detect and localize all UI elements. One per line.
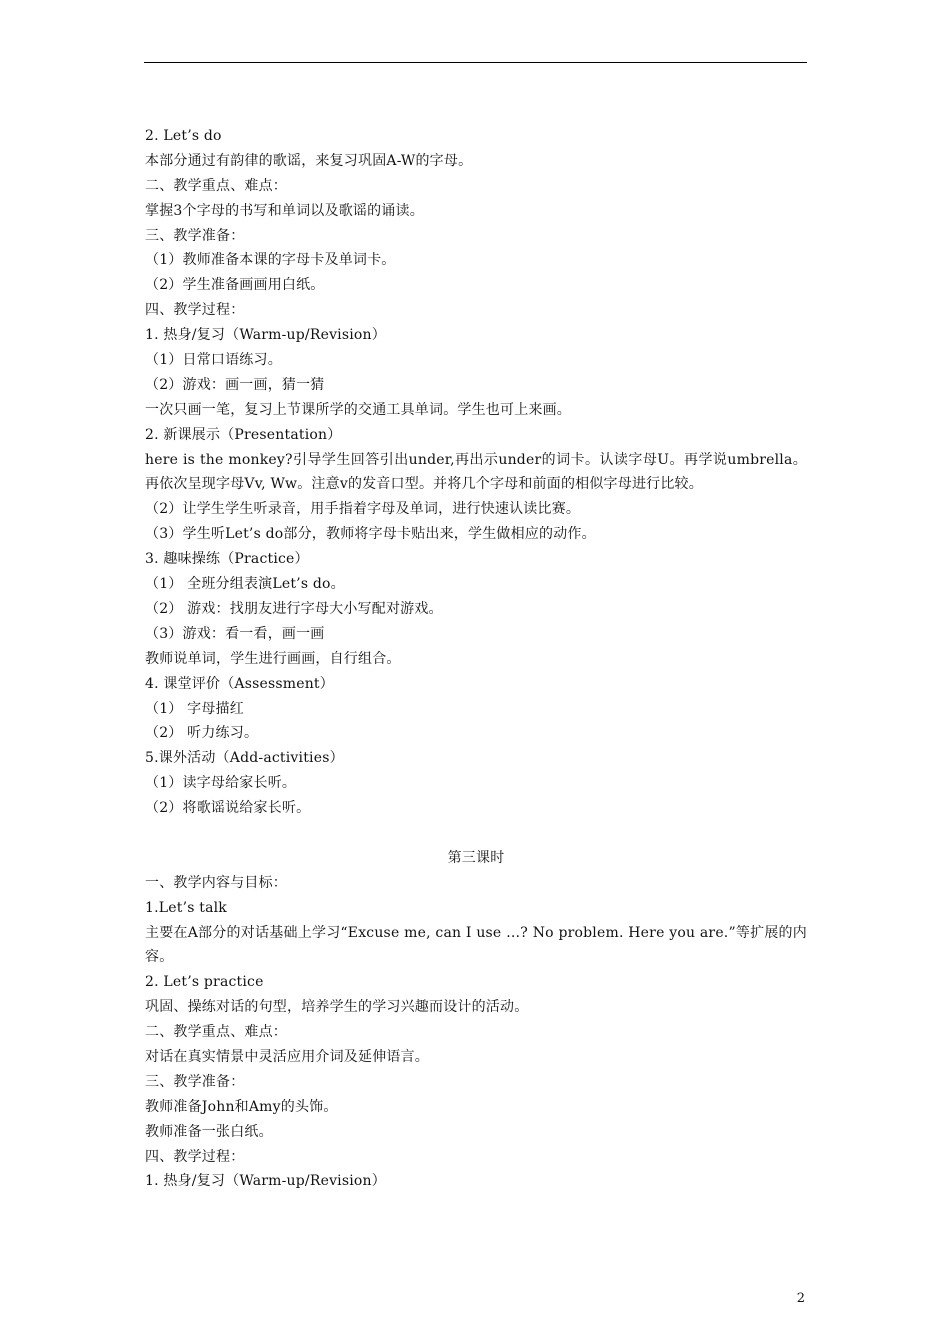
text-line: 4. 课堂评价（Assessment） [145, 675, 334, 692]
text-line: 2. Let’s do [145, 128, 222, 144]
text-line: （3）游戏：看一看，画一画 [145, 625, 325, 642]
text-line: 巩固、操练对话的句型，培养学生的学习兴趣而设计的活动。 [145, 999, 529, 1016]
section-heading: 二、教学重点、难点： [145, 177, 287, 194]
text-line: 教师准备一张白纸。 [145, 1123, 273, 1140]
talk-paragraph: 主要在A部分的对话基础上学习“Excuse me, can I use …? No problem. Here you are.”等扩展的内容。 [145, 924, 807, 966]
text-line: （3）学生听Let’s do部分，教师将字母卡贴出来，学生做相应的动作。 [145, 526, 596, 543]
text-line: （2） 游戏：找朋友进行字母大小写配对游戏。 [145, 600, 443, 617]
text-line: 1.Let’s talk [145, 899, 227, 916]
text-line: 1. 热身/复习（Warm-up/Revision） [145, 1173, 386, 1190]
text-line: 教师准备John和Amy的头饰。 [145, 1098, 338, 1115]
text-line: 教师说单词，学生进行画画，自行组合。 [145, 650, 401, 667]
text-line: 掌握3个字母的书写和单词以及歌谣的诵读。 [145, 202, 424, 219]
section-heading: 三、教学准备： [145, 227, 245, 244]
section-heading: 一、教学内容与目标： [145, 874, 287, 891]
text-line: 2. Let’s practice [145, 974, 264, 991]
section-heading: 四、教学过程： [145, 302, 245, 319]
text-line: （1）教师准备本课的字母卡及单词卡。 [145, 252, 396, 269]
text-line: （2）让学生学生听录音，用手指着字母及单词，进行快速认读比赛。 [145, 501, 581, 518]
text-line: （1） 字母描红 [145, 700, 244, 717]
lesson-heading: 第三课时 [447, 849, 505, 866]
page-number: 2 [796, 1291, 805, 1306]
text-line: 本部分通过有韵律的歌谣，来复习巩固A-W的字母。 [145, 152, 473, 169]
text-line: （2） 听力练习。 [145, 725, 259, 742]
text-line: （2）游戏：画一画，猜一猜 [145, 376, 325, 393]
section-heading: 四、教学过程： [145, 1148, 245, 1165]
section-heading: 二、教学重点、难点： [145, 1024, 287, 1041]
text-line: 2. 新课展示（Presentation） [145, 426, 342, 443]
text-line: 1. 热身/复习（Warm-up/Revision） [145, 327, 386, 344]
text-line: （1）读字母给家长听。 [145, 775, 297, 792]
text-line: 3. 趣味操练（Practice） [145, 551, 309, 568]
section-heading: 三、教学准备： [145, 1073, 245, 1090]
presentation-paragraph: here is the monkey?引导学生回答引出under,再出示under的词卡。认读字母U。再学说umbrella。再依次呈现字母Vv, Ww。注意v的发音口型。并将几个字母和前面的相似字母进行比较。 [145, 451, 807, 493]
text-line: 一次只画一笔，复习上节课所学的交通工具单词。学生也可上来画。 [145, 401, 571, 418]
header-rule [144, 62, 807, 63]
text-line: （1） 全班分组表演Let’s do。 [145, 576, 345, 593]
document-body [145, 124, 807, 1194]
text-line: （1）日常口语练习。 [145, 352, 282, 369]
text-line: 5.课外活动（Add-activities） [145, 750, 344, 767]
text-line: （2）将歌谣说给家长听。 [145, 800, 311, 817]
blank-line [145, 821, 807, 846]
text-line: 对话在真实情景中灵活应用介词及延伸语言。 [145, 1049, 429, 1066]
text-line: （2）学生准备画画用白纸。 [145, 277, 325, 294]
